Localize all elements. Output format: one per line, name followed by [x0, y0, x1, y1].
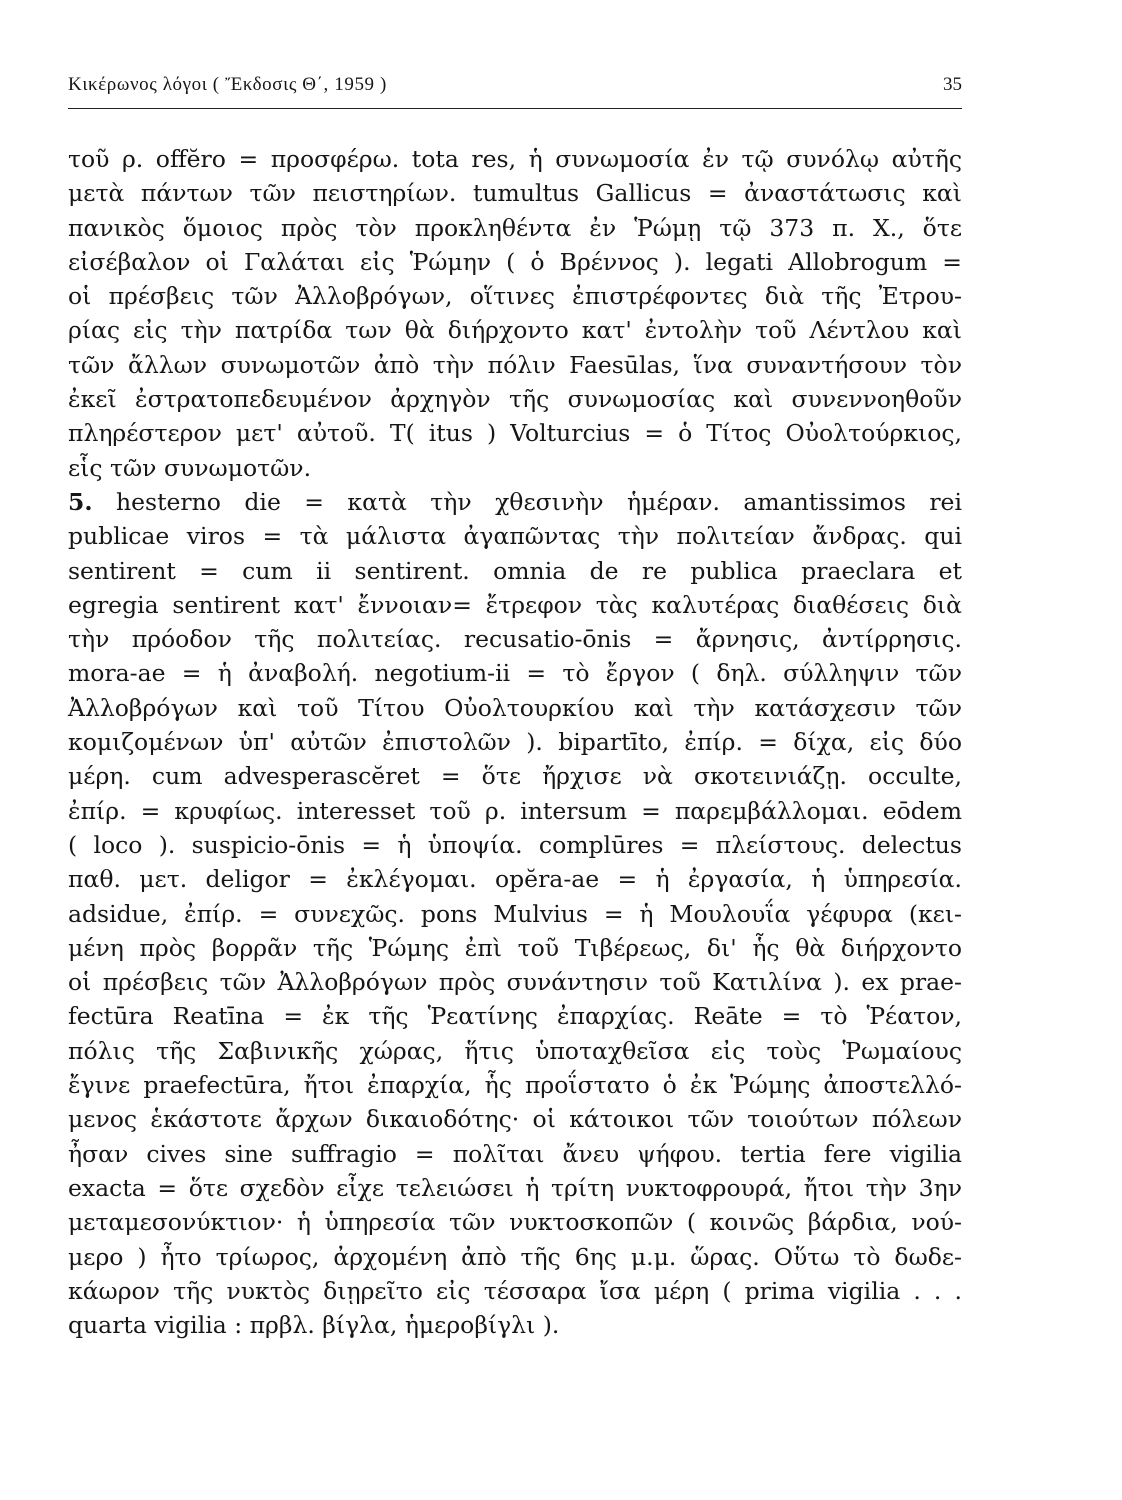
- text-line: τὴν πρόοδον τῆς πολιτείας. recusatio-ōnis = ἄρνησις, ἀντίρρησις.: [68, 625, 962, 654]
- text-line: exacta = ὅτε σχεδὸν εἶχε τελειώσει ἡ τρίτη νυκτοφρουρά, ἤτοι τὴν 3ην: [68, 1173, 962, 1202]
- text-line: κάωρον τῆς νυκτὸς διῃρεῖτο εἰς τέσσαρα ἴσα μέρη ( prima vigilia . . .: [68, 1276, 962, 1305]
- text-line: mora-ae = ἡ ἀναβολή. negotium-ii = τὸ ἔργον ( δηλ. σύλληψιν τῶν: [68, 659, 962, 688]
- text-line: πληρέστερον μετ' αὐτοῦ. T( itus ) Volturcius = ὁ Τίτος Οὐολτούρκιος,: [68, 419, 962, 448]
- text-line: quarta vigilia : πρβλ. βίγλα, ἡμεροβίγλι ).: [68, 1311, 560, 1340]
- text-line: τῶν ἄλλων συνωμοτῶν ἀπὸ τὴν πόλιν Faesūlas, ἵνα συναντήσουν τὸν: [68, 350, 962, 379]
- text-line: μερο ) ἦτο τρίωρος, ἀρχομένη ἀπὸ τῆς 6ης μ.μ. ὥρας. Οὕτω τὸ δωδε-: [68, 1242, 962, 1271]
- text-line: παθ. μετ. deligor = ἐκλέγομαι. opĕra-ae = ἡ ἐργασία, ἡ ὑπηρεσία.: [68, 865, 962, 894]
- text-line: οἱ πρέσβεις τῶν Ἀλλοβρόγων, οἵτινες ἐπιστρέφοντες διὰ τῆς Ἐτρου-: [68, 282, 962, 311]
- text-line: πόλις τῆς Σαβινικῆς χώρας, ἥτις ὑποταχθεῖσα εἰς τοὺς Ῥωμαίους: [68, 1036, 962, 1065]
- text-line: hesterno die = κατὰ τὴν χθεσινὴν ἡμέραν. amantissimos rei: [115, 487, 962, 516]
- text-line: εἷς τῶν συνωμοτῶν.: [68, 453, 312, 482]
- text-line: μενος ἑκάστοτε ἄρχων δικαιοδότης· οἱ κάτοικοι τῶν τοιούτων πόλεων: [68, 1105, 962, 1134]
- section-5-paragraph: [68, 485, 962, 1342]
- text-line: μετὰ πάντων τῶν πειστηρίων. tumultus Gallicus = ἀναστάτωσις καὶ: [68, 179, 962, 208]
- running-title: Κικέρωνος λόγοι ( Ἔκδοσις Θ΄, 1959 ): [68, 74, 387, 95]
- text-line: Ἀλλοβρόγων καὶ τοῦ Τίτου Οὐολτουρκίου καὶ τὴν κατάσχεσιν τῶν: [68, 693, 962, 722]
- text-line: ἦσαν cives sine suffragio = πολῖται ἄνευ ψήφου. tertia fere vigilia: [68, 1139, 962, 1168]
- text-line: μεταμεσονύκτιον· ἡ ὑπηρεσία τῶν νυκτοσκοπῶν ( κοινῶς βάρδια, νού-: [68, 1208, 962, 1237]
- text-line: πανικὸς ὅμοιος πρὸς τὸν προκληθέντα ἐν Ῥώμῃ τῷ 373 π. Χ., ὅτε: [68, 213, 962, 242]
- section-number: 5.: [68, 487, 93, 516]
- text-line: sentirent = cum ii sentirent. omnia de re publica praeclara et: [68, 556, 962, 585]
- text-line: ἐκεῖ ἐστρατοπεδευμένον ἀρχηγὸν τῆς συνωμοσίας καὶ συνεννοηθοῦν: [68, 385, 962, 414]
- text-line: τοῦ ρ. offĕro = προσφέρω. tota res, ἡ συνωμοσία ἐν τῷ συνόλῳ αὐτῆς: [68, 145, 962, 173]
- text-line: εἰσέβαλον οἱ Γαλάται εἰς Ῥώμην ( ὁ Βρέννος ). legati Allobrogum =: [68, 247, 962, 276]
- text-line: adsidue, ἐπίρ. = συνεχῶς. pons Mulvius = ἡ Μουλουΐα γέφυρα (κει-: [68, 899, 962, 928]
- text-line: μέρη. cum advesperascĕret = ὅτε ἤρχισε νὰ σκοτεινιάζῃ. occulte,: [68, 762, 962, 791]
- text-line: egregia sentirent κατ' ἔννοιαν= ἔτρεφον τὰς καλυτέρας διαθέσεις διὰ: [68, 590, 962, 619]
- page-number: 35: [943, 74, 962, 95]
- text-line: ( loco ). suspicio-ōnis = ἡ ὑποψία. complūres = πλείστους. delectus: [68, 830, 962, 859]
- text-line: ἐπίρ. = κρυφίως. interesset τοῦ ρ. intersum = παρεμβάλλομαι. eōdem: [68, 796, 962, 825]
- running-header: [68, 72, 962, 109]
- text-line: publicae viros = τὰ μάλιστα ἀγαπῶντας τὴν πολιτείαν ἄνδρας. qui: [68, 522, 962, 551]
- text-line: οἱ πρέσβεις τῶν Ἀλλοβρόγων πρὸς συνάντησιν τοῦ Κατιλίνα ). ex prae-: [68, 968, 962, 997]
- text-line: ἔγινε praefectūra, ἤτοι ἐπαρχία, ἧς προΐστατο ὁ ἐκ Ῥώμης ἀποστελλό-: [68, 1071, 962, 1100]
- body-text: [68, 142, 962, 1342]
- commentary-paragraph: [68, 142, 962, 485]
- section-first-line: [68, 485, 962, 519]
- text-line: μένη πρὸς βορρᾶν τῆς Ῥώμης ἐπὶ τοῦ Τιβέρεως, δι' ἧς θὰ διήρχοντο: [68, 933, 962, 962]
- text-line: fectūra Reatīna = ἐκ τῆς Ῥεατίνης ἐπαρχίας. Reāte = τὸ Ῥέατον,: [68, 1002, 962, 1031]
- text-line: κομιζομένων ὑπ' αὐτῶν ἐπιστολῶν ). bipartīto, ἐπίρ. = δίχα, εἰς δύο: [68, 728, 962, 757]
- text-line: ρίας εἰς τὴν πατρίδα των θὰ διήρχοντο κατ' ἐντολὴν τοῦ Λέντλου καὶ: [68, 316, 962, 345]
